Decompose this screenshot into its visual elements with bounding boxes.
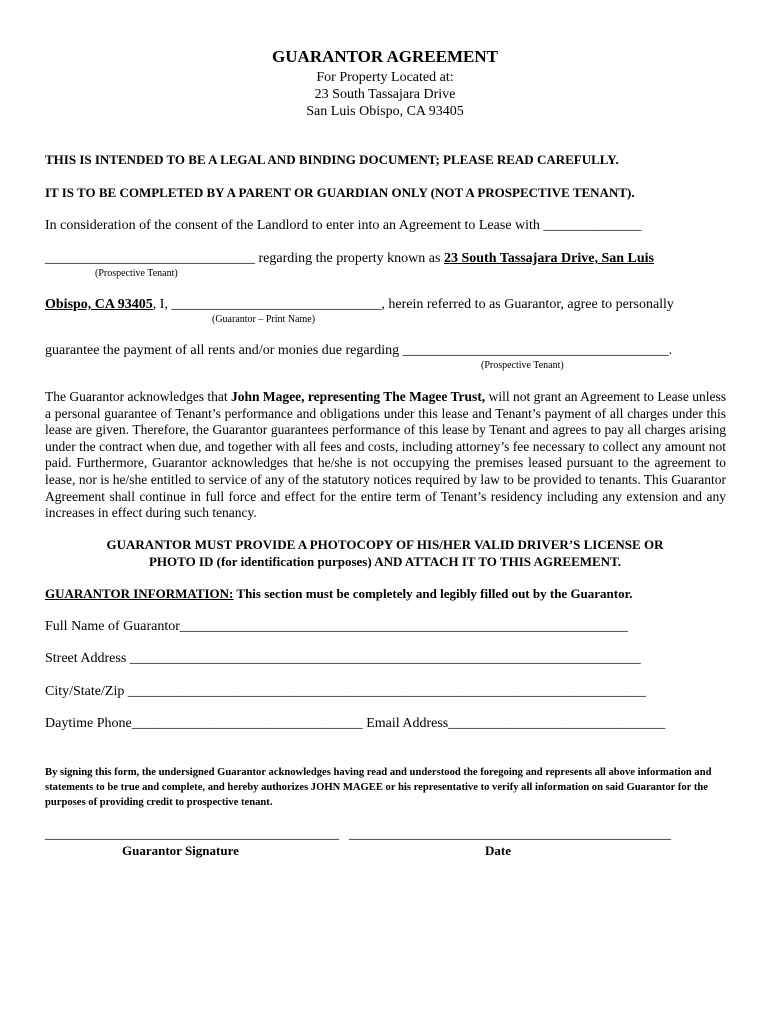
trust-name-bold: John Magee, representing The Magee Trust,	[231, 389, 486, 404]
guarantor-info-heading	[45, 586, 632, 602]
property-city: San Luis Obispo, CA 93405	[306, 104, 464, 119]
guarantor-print-name-caption: (Guarantor – Print Name)	[212, 314, 316, 325]
photo-id-notice-line-1: GUARANTOR MUST PROVIDE A PHOTOCOPY OF HIS/HER VALID DRIVER’S LICENSE OR	[106, 537, 664, 552]
signing-acknowledgment: By signing this form, the undersigned Guarantor acknowledges having read and understood the foregoing and represents all above information and statements to be true and complete, and hereby authorizes JOHN MAGEE or his representative to verify all information on said Guarantor for the purposes of providing credit to prospective tenant.	[45, 767, 712, 808]
guarantor-acknowledgment-paragraph	[45, 389, 726, 522]
guarantor-name-line[interactable]: , I, ______________________________, herein referred to as Guarantor, agree to personally	[152, 297, 674, 312]
property-known-text: regarding the property known as	[255, 251, 444, 266]
photo-id-notice	[0, 536, 770, 570]
property-street: 23 South Tassajara Drive	[314, 87, 456, 102]
prospective-tenant-caption-1: (Prospective Tenant)	[95, 268, 178, 279]
document-title: GUARANTOR AGREEMENT	[272, 47, 498, 66]
photo-id-notice-line-2: PHOTO ID (for identification purposes) AND ATTACH IT TO THIS AGREEMENT.	[148, 554, 622, 569]
prospective-tenant-blank[interactable]: ______________________________	[45, 251, 255, 266]
guarantor-info-heading-note: This section must be completely and legibly filled out by the Guarantor.	[233, 586, 633, 601]
full-name-field[interactable]: Full Name of Guarantor________________________________________________________________	[45, 619, 628, 634]
property-zip-bold: Obispo, CA 93405	[45, 297, 153, 312]
property-address-bold: 23 South Tassajara Drive, San Luis	[443, 251, 655, 266]
paragraph-start: The Guarantor acknowledges that	[45, 389, 231, 404]
legal-notice: THIS IS INTENDED TO BE A LEGAL AND BINDING DOCUMENT; PLEASE READ CAREFULLY.	[45, 152, 619, 167]
guarantor-info-heading-label: GUARANTOR INFORMATION:	[45, 586, 234, 601]
property-label: For Property Located at:	[316, 70, 454, 85]
consideration-line-1: In consideration of the consent of the Landlord to enter into an Agreement to Lease with ______________	[45, 218, 642, 233]
street-address-field[interactable]: Street Address _________________________________________________________________________	[45, 651, 641, 666]
date-line[interactable]: ______________________________________________	[349, 827, 671, 842]
prospective-tenant-caption-2: (Prospective Tenant)	[481, 360, 564, 371]
city-state-zip-field[interactable]: City/State/Zip __________________________________________________________________________	[45, 684, 646, 699]
consideration-line-2	[45, 251, 654, 267]
guarantor-signature-label: Guarantor Signature	[122, 843, 239, 858]
paragraph-rest: will not grant an Agreement to Lease unless a personal guarantee of Tenant’s performance and obligations under this lease and Tenant’s payment of all charges under this lease are given. Therefore, the Guarantor guarantees performance of this lease by Tenant and agrees to pay all charges arising under the contract when due, and together with all fees and costs, including attorney’s fee necessary to collect any amount not paid. Furthermore, Guarantor acknowledges that he/she is not occupying the premises leased pursuant to the agreement to lease, nor is he/she entitled to service of any of the statutory notices required by law to be provided to tenants. This Guarantor Agreement shall continue in full force and effect for the entire term of Tenant’s residency including any extension and any increases in effect during such tenancy.	[45, 389, 726, 521]
guarantor-signature-line[interactable]: __________________________________________	[45, 827, 339, 842]
date-label: Date	[485, 843, 511, 858]
consideration-line-3	[45, 297, 674, 313]
phone-email-field[interactable]: Daytime Phone_________________________________ Email Address_______________________________	[45, 716, 666, 731]
consideration-line-4[interactable]: guarantee the payment of all rents and/or monies due regarding ______________________________________.	[45, 343, 673, 358]
parent-notice: IT IS TO BE COMPLETED BY A PARENT OR GUARDIAN ONLY (NOT A PROSPECTIVE TENANT).	[45, 185, 635, 200]
